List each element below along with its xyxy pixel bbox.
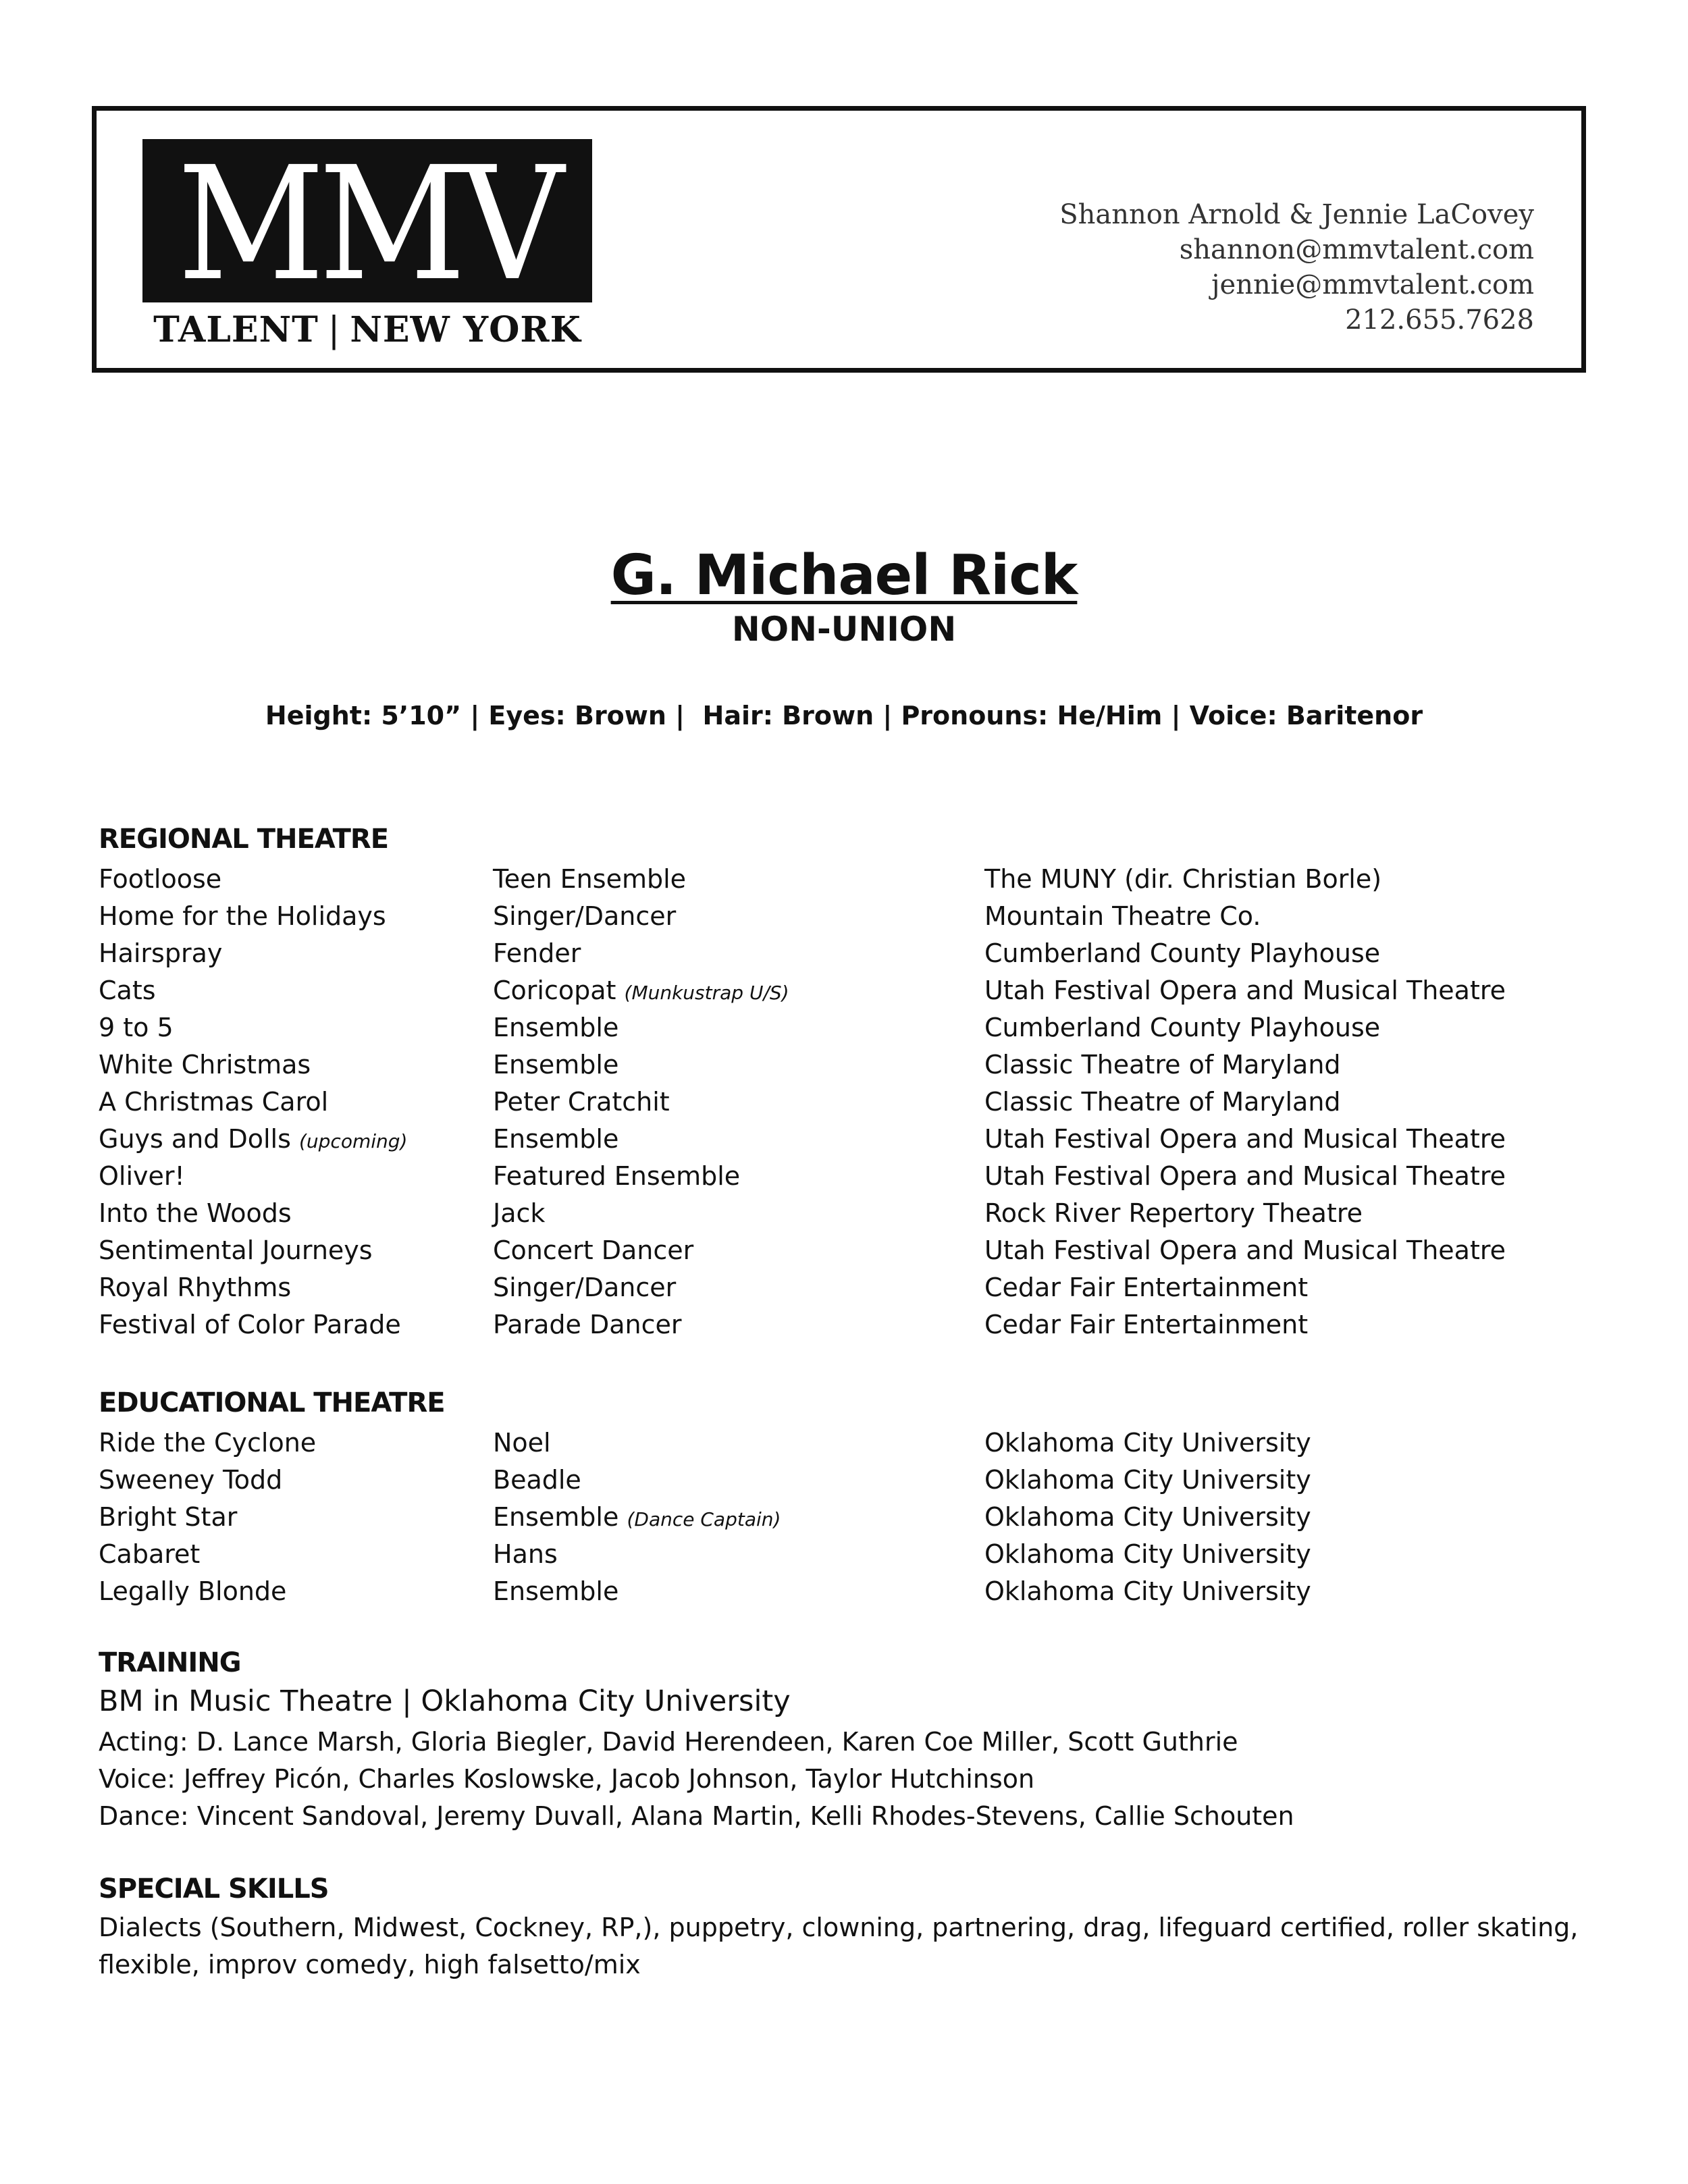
agency-phone: 212.655.7628 — [1345, 304, 1534, 336]
role: Concert Dancer — [493, 1235, 694, 1265]
table-row — [0, 1428, 1688, 1465]
agent-email-2[interactable]: jennie@mmvtalent.com — [1211, 269, 1534, 300]
role: Featured Ensemble — [493, 1161, 741, 1191]
venue: Oklahoma City University — [984, 1428, 1311, 1458]
training-dance: Dance: Vincent Sandoval, Jeremy Duvall, Alana Martin, Kelli Rhodes-Stevens, Callie Schouten — [99, 1801, 1294, 1831]
logo-sub-left: TALENT — [153, 309, 319, 350]
training-voice: Voice: Jeffrey Picón, Charles Koslowske, Jacob Johnson, Taylor Hutchinson — [99, 1764, 1035, 1794]
table-row — [0, 1124, 1688, 1161]
role: Parade Dancer — [493, 1310, 682, 1339]
table-row — [0, 1273, 1688, 1310]
table-row — [0, 1198, 1688, 1235]
show-title: Sentimental Journeys — [99, 1235, 373, 1265]
agent-email-1[interactable]: shannon@mmvtalent.com — [1179, 234, 1534, 265]
show-title: Ride the Cyclone — [99, 1428, 317, 1458]
table-row — [0, 1465, 1688, 1502]
venue: Utah Festival Opera and Musical Theatre — [984, 1235, 1506, 1265]
show-title: Guys and Dolls — [99, 1124, 291, 1154]
training-degree: BM in Music Theatre | Oklahoma City University — [99, 1684, 791, 1718]
role: Ensemble — [493, 1050, 619, 1080]
show-title: 9 to 5 — [99, 1013, 174, 1042]
agency-header — [92, 106, 1586, 373]
actor-stats: Height: 5’10” | Eyes: Brown | Hair: Brown | Pronouns: He/Him | Voice: Baritenor — [265, 701, 1423, 730]
venue: The MUNY (dir. Christian Borle) — [984, 864, 1382, 894]
logo-mark: MMV — [177, 133, 558, 315]
role: Beadle — [493, 1465, 581, 1495]
role: Noel — [493, 1428, 551, 1458]
show-title: Cabaret — [99, 1539, 201, 1569]
venue: Classic Theatre of Maryland — [984, 1050, 1341, 1080]
actor-name: G. Michael Rick — [610, 543, 1078, 608]
show-title: Legally Blonde — [99, 1576, 287, 1606]
table-row — [0, 1576, 1688, 1614]
role: Hans — [493, 1539, 558, 1569]
role: Peter Cratchit — [493, 1087, 670, 1117]
venue: Utah Festival Opera and Musical Theatre — [984, 976, 1506, 1005]
table-row — [0, 1502, 1688, 1539]
agency-contact — [1059, 197, 1534, 338]
show-title: Hairspray — [99, 938, 223, 968]
show-title: Cats — [99, 976, 156, 1005]
table-row — [0, 1013, 1688, 1050]
show-note: (upcoming) — [298, 1130, 408, 1152]
venue: Oklahoma City University — [984, 1465, 1311, 1495]
skills-line-2: flexible, improv comedy, high falsetto/mix — [99, 1950, 641, 1979]
training-acting: Acting: D. Lance Marsh, Gloria Biegler, David Herendeen, Karen Coe Miller, Scott Guthrie — [99, 1727, 1238, 1757]
show-title: Festival of Color Parade — [99, 1310, 401, 1339]
venue: Utah Festival Opera and Musical Theatre — [984, 1124, 1506, 1154]
role-cell — [493, 1502, 781, 1532]
table-row — [0, 901, 1688, 938]
role: Ensemble — [493, 1124, 619, 1154]
role-note: (Munkustrap U/S) — [624, 982, 789, 1004]
role: Ensemble — [493, 1576, 619, 1606]
table-row — [0, 976, 1688, 1013]
table-row — [0, 1050, 1688, 1087]
logo-sub-right: NEW YORK — [350, 309, 581, 350]
show-title: White Christmas — [99, 1050, 311, 1080]
logo-sub-separator: | — [327, 310, 341, 350]
table-row — [0, 1087, 1688, 1124]
role: Jack — [493, 1198, 546, 1228]
venue: Oklahoma City University — [984, 1502, 1311, 1532]
role-note: (Dance Captain) — [627, 1508, 781, 1530]
table-row — [0, 1539, 1688, 1576]
role: Singer/Dancer — [493, 1273, 677, 1302]
venue: Oklahoma City University — [984, 1576, 1311, 1606]
venue: Cumberland County Playhouse — [984, 1013, 1381, 1042]
table-row — [0, 1235, 1688, 1273]
union-status: NON-UNION — [731, 610, 957, 649]
show-title: Home for the Holidays — [99, 901, 386, 931]
show-title: Footloose — [99, 864, 222, 894]
venue: Oklahoma City University — [984, 1539, 1311, 1569]
table-row — [0, 864, 1688, 901]
regional-title: REGIONAL THEATRE — [99, 824, 389, 855]
role: Ensemble — [493, 1502, 619, 1532]
venue: Classic Theatre of Maryland — [984, 1087, 1341, 1117]
show-title: Sweeney Todd — [99, 1465, 283, 1495]
role: Coricopat — [493, 976, 616, 1005]
venue: Cedar Fair Entertainment — [984, 1310, 1309, 1339]
logo-block — [142, 133, 592, 315]
agent-names: Shannon Arnold & Jennie LaCovey — [1059, 199, 1534, 230]
logo-subtitle — [142, 309, 592, 350]
show-title: Into the Woods — [99, 1198, 292, 1228]
role: Ensemble — [493, 1013, 619, 1042]
skills-title: SPECIAL SKILLS — [99, 1873, 329, 1905]
show-title: A Christmas Carol — [99, 1087, 329, 1117]
show-title: Bright Star — [99, 1502, 238, 1532]
training-title: TRAINING — [99, 1647, 241, 1678]
show-cell — [99, 1124, 407, 1154]
skills-line-1: Dialects (Southern, Midwest, Cockney, RP,), puppetry, clowning, partnering, drag, lifeguard certified, roller skating, — [99, 1913, 1579, 1942]
role: Teen Ensemble — [493, 864, 687, 894]
venue: Cumberland County Playhouse — [984, 938, 1381, 968]
role-cell — [493, 976, 789, 1005]
table-row — [0, 1161, 1688, 1198]
venue: Cedar Fair Entertainment — [984, 1273, 1309, 1302]
show-title: Oliver! — [99, 1161, 185, 1191]
table-row — [0, 938, 1688, 976]
table-row — [0, 1310, 1688, 1347]
venue: Mountain Theatre Co. — [984, 901, 1261, 931]
role: Fender — [493, 938, 581, 968]
educational-title: EDUCATIONAL THEATRE — [99, 1387, 445, 1418]
agency-logo — [142, 133, 592, 352]
show-title: Royal Rhythms — [99, 1273, 292, 1302]
venue: Utah Festival Opera and Musical Theatre — [984, 1161, 1506, 1191]
role: Singer/Dancer — [493, 901, 677, 931]
venue: Rock River Repertory Theatre — [984, 1198, 1363, 1228]
